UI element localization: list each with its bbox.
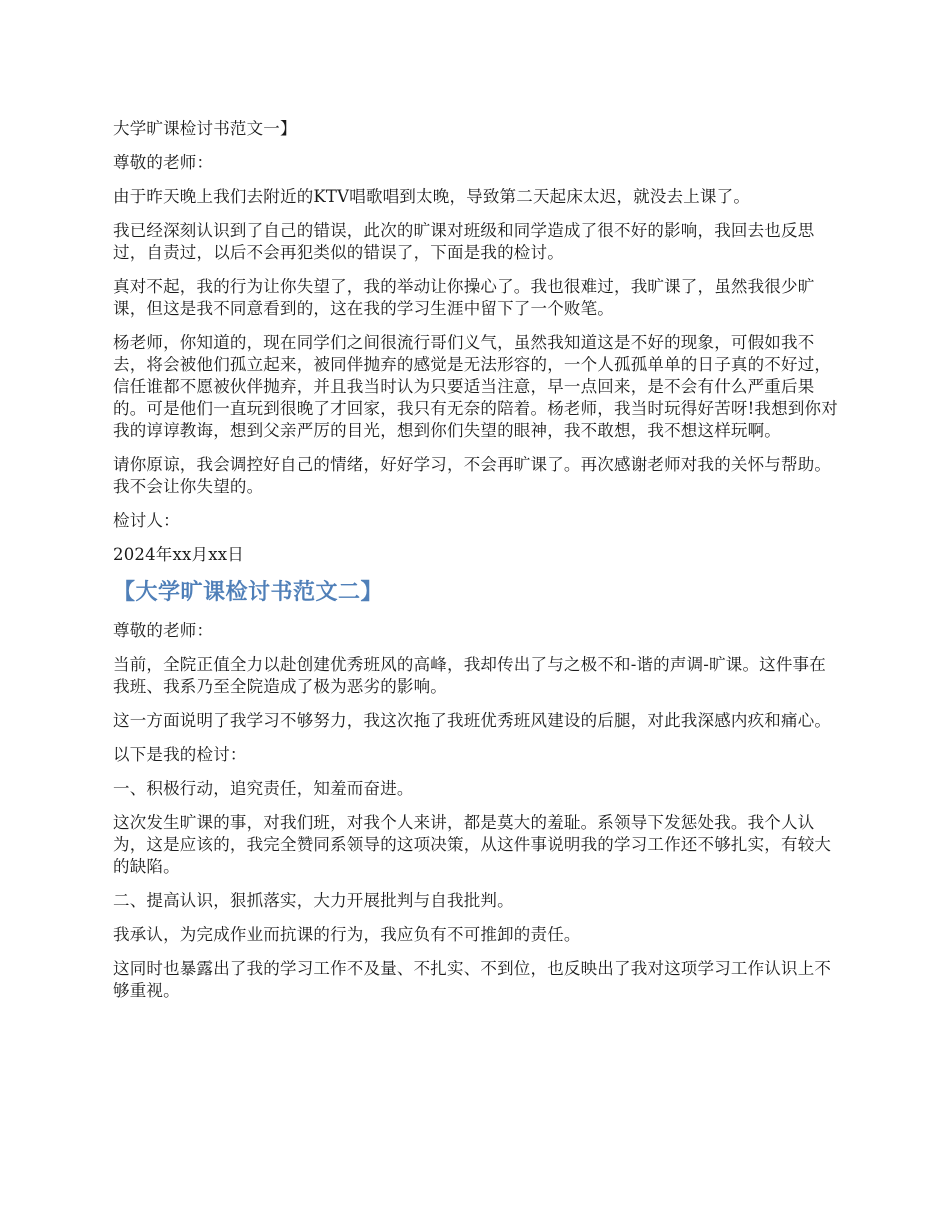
- paragraph: 这同时也暴露出了我的学习工作不及量、不扎实、不到位，也反映出了我对这项学习工作认识上不够重视。: [113, 959, 832, 1000]
- paragraph: 我承认，为完成作业而抗课的行为，我应负有不可推卸的责任。: [113, 925, 581, 944]
- paragraph: 我已经深刻认识到了自己的错误，此次的旷课对班级和同学造成了很不好的影响，我回去也反思过，自责过，以后不会再犯类似的错误了，下面是我的检讨。: [113, 221, 815, 262]
- paragraph: 请你原谅，我会调控好自己的情绪，好好学习，不会再旷课了。再次感谢老师对我的关怀与帮助。我不会让你失望的。: [113, 455, 832, 496]
- section1-greeting: 尊敬的老师：: [113, 153, 214, 172]
- section2-heading: 【大学旷课检讨书范文二】: [113, 580, 384, 605]
- paragraph: 当前，全院正值全力以赴创建优秀班风的高峰，我却传出了与之极不和-谐的声调-旷课。这件事在我班、我系乃至全院造成了极为恶劣的影响。: [113, 655, 826, 696]
- paragraph: 由于昨天晚上我们去附近的KTV唱歌唱到太晚，导致第二天起床太迟，就没去上课了。: [113, 187, 751, 206]
- section2-greeting: 尊敬的老师：: [113, 621, 214, 640]
- paragraph: 这次发生旷课的事，对我们班，对我个人来讲，都是莫大的羞耻。系领导下发惩处我。我个人认为，这是应该的，我完全赞同系领导的这项决策，从这件事说明我的学习工作还不够扎实，有较大的缺陷。: [113, 813, 832, 876]
- signature-label: 检讨人：: [113, 511, 180, 530]
- paragraph: 这一方面说明了我学习不够努力，我这次拖了我班优秀班风建设的后腿，对此我深感内疚和痛心。: [113, 711, 832, 730]
- date-line: 2024年xx月xx日: [113, 545, 244, 564]
- section1-title: 大学旷课检讨书范文一】: [113, 119, 297, 138]
- paragraph: 以下是我的检讨：: [113, 745, 247, 764]
- list-heading: 二、提高认识，狠抓落实，大力开展批判与自我批判。: [113, 891, 514, 910]
- paragraph: 真对不起，我的行为让你失望了，我的举动让你操心了。我也很难过，我旷课了，虽然我很少旷课，但这是我不同意看到的，这在我的学习生涯中留下了一个败笔。: [113, 277, 815, 318]
- paragraph: 杨老师，你知道的，现在同学们之间很流行哥们义气，虽然我知道这是不好的现象，可假如我不去，将会被他们孤立起来，被同伴抛弃的感觉是无法形容的，一个人孤孤单单的日子真的不好过，信任谁都不愿被伙伴抛弃，并且我当时认为只要适当注意，早一点回来，是不会有什么严重后果的。可是他们一直玩到很晚了才回家，我只有无奈的陪着。杨老师，我当时玩得好苦呀!我想到你对我的谆谆教诲，想到父亲严厉的目光，想到你们失望的眼神，我不敢想，我不想这样玩啊。: [113, 333, 838, 440]
- list-heading: 一、积极行动，追究责任，知羞而奋进。: [113, 779, 414, 798]
